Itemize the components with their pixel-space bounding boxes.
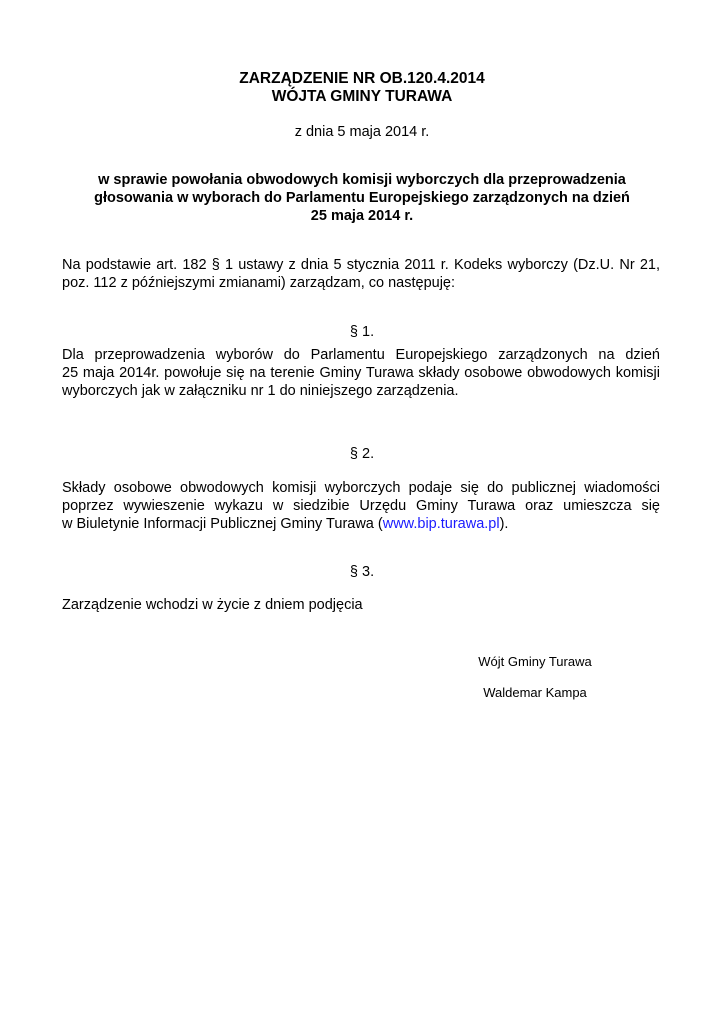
- section-2-heading: § 2.: [349, 446, 375, 462]
- subject-line-1: w sprawie powołania obwodowych komisji wyborczych dla przeprowadzenia: [98, 172, 626, 188]
- section-2-paragraph: [62, 479, 660, 533]
- title-line-2: WÓJTA GMINY TURAWA: [271, 88, 453, 105]
- preamble-paragraph: [62, 256, 660, 292]
- section-2-line-3: [62, 515, 660, 533]
- signature-name: Waldemar Kampa: [483, 685, 587, 700]
- section-2-line-1: Składy osobowe obwodowych komisji wyborczych podaje się do publicznej wiadomości: [62, 480, 660, 496]
- subject-line-3: 25 maja 2014 r.: [310, 208, 414, 224]
- preamble-line-2: poz. 112 z późniejszymi zmianami) zarządzam, co następuję:: [62, 275, 456, 291]
- section-2-line-3-prefix: w Biuletynie Informacji Publicznej Gminy Turawa (: [62, 516, 383, 532]
- preamble-line-1: Na podstawie art. 182 § 1 ustawy z dnia 5 stycznia 2011 r. Kodeks wyborczy (Dz.U. Nr 21,: [62, 257, 660, 273]
- section-1-line-1: Dla przeprowadzenia wyborów do Parlamentu Europejskiego zarządzonych na dzień: [62, 347, 660, 363]
- title-line-1: ZARZĄDZENIE NR OB.120.4.2014: [239, 70, 485, 87]
- document-date: z dnia 5 maja 2014 r.: [294, 124, 430, 140]
- section-2-line-3-suffix: ).: [499, 516, 509, 532]
- document-title: [62, 70, 662, 106]
- section-3-heading: § 3.: [349, 564, 375, 580]
- section-1-line-3: wyborczych jak w załączniku nr 1 do niniejszego zarządzenia.: [62, 383, 459, 399]
- section-2-line-2: poprzez wywieszenie wykazu w siedzibie Urzędu Gminy Turawa oraz umieszcza się: [62, 498, 660, 514]
- section-1-paragraph: [62, 346, 660, 400]
- section-3-text: Zarządzenie wchodzi w życie z dniem podjęcia: [62, 597, 363, 613]
- section-3-paragraph: [62, 596, 660, 614]
- subject-line-2: głosowania w wyborach do Parlamentu Europejskiego zarządzonych na dzień: [94, 190, 630, 206]
- section-1-heading: § 1.: [349, 324, 375, 340]
- section-1-line-2: 25 maja 2014r. powołuje się na terenie Gminy Turawa składy osobowe obwodowych komisji: [62, 365, 660, 381]
- bip-link[interactable]: www.bip.turawa.pl: [382, 516, 500, 532]
- signature-role: Wójt Gminy Turawa: [478, 654, 592, 669]
- document-subject: [62, 171, 662, 225]
